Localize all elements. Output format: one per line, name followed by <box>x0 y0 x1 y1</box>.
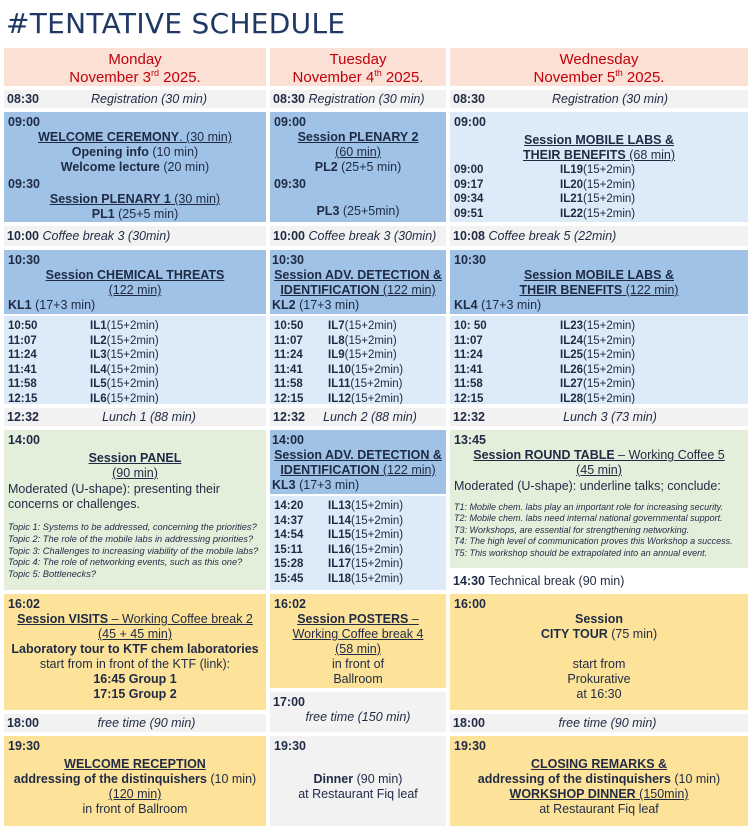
talk-row <box>274 572 442 587</box>
talk-code: IL21 <box>560 193 584 206</box>
talk-row <box>8 377 262 392</box>
talk-time: 15:45 <box>274 572 304 585</box>
talk-row <box>8 363 262 378</box>
talk-code: IL27 <box>560 378 584 391</box>
talk-row <box>454 363 744 378</box>
page-title: #TENTATIVE SCHEDULE <box>6 7 346 40</box>
talk-row <box>8 348 262 363</box>
talk-code: IL26 <box>560 363 584 376</box>
session-posters: 16:02 Session POSTERS – Working Coffee break 4 (58 min) in front of Ballroom <box>270 594 446 688</box>
topic-item: Topic 2: The role of the mobile labs in addressing priorities? <box>8 533 254 544</box>
talk-code: IL3 <box>90 349 107 362</box>
talk-duration: (15+2min) <box>106 334 159 347</box>
day-date: November 4th 2025. <box>292 68 424 86</box>
talk-time: 14:20 <box>274 500 304 512</box>
registration-monday: 08:30 Registration (30 min) <box>4 90 266 108</box>
conclusion-item: T2: Mobile chem. labs need internal national governmental support. <box>454 513 723 524</box>
lunch-monday: 12:32 Lunch 1 (88 min) <box>4 408 266 426</box>
talk-row <box>274 543 442 558</box>
closing-remarks: 19:30 CLOSING REMARKS & addressing of the distinquishers (10 min) WORKSHOP DINNER (150min) at Restaurant Fiq leaf <box>450 736 748 826</box>
talk-duration: (15+2min) <box>351 543 404 556</box>
talk-code: IL25 <box>560 349 584 362</box>
talk-code: IL11 <box>328 378 351 391</box>
session-panel: 14:00 Session PANEL (90 min) Moderated (U-shape): presenting their concerns or challenges. Topic 1: Systems to be addressed, concerning the priorities? Topic 2: The role of the mobile labs in addressing priorities? Topic 3: Challenges to increasing viability of the mobile labs? Topic 4: The role of networking events, such as this one? Topic 5: Bottlenecks? <box>4 430 266 590</box>
talk-duration: (15+2min) <box>351 529 404 542</box>
talk-time: 12:15 <box>274 392 304 404</box>
talk-duration: (15+2min) <box>351 500 404 512</box>
talk-row <box>274 377 442 392</box>
day-header-monday <box>4 48 266 86</box>
day-header-tuesday <box>270 48 446 86</box>
registration-wednesday: 08:30 Registration (30 min) <box>450 90 748 108</box>
talk-time: 11:24 <box>8 349 37 362</box>
coffee-break-tuesday: 10:00 Coffee break 3 (30min) <box>270 226 446 246</box>
talk-duration: (15+2min) <box>583 178 636 191</box>
talk-duration: (15+2min) <box>344 349 397 362</box>
talk-time: 09:17 <box>454 178 484 191</box>
topic-item: Topic 1: Systems to be addressed, concerning the priorities? <box>8 522 257 532</box>
talk-time: 09:51 <box>454 207 484 220</box>
day-name: Tuesday <box>329 51 387 68</box>
day-name: Wednesday <box>559 51 639 68</box>
topic-item: Topic 3: Challenges to increasing viability of the mobile labs? <box>8 545 259 556</box>
talk-duration: (15+2min) <box>106 349 159 362</box>
talk-list <box>274 319 442 404</box>
talk-code: IL15 <box>328 529 352 542</box>
day-name: Monday <box>108 51 162 68</box>
talks-monday <box>4 316 266 404</box>
talk-code: IL7 <box>328 320 345 332</box>
talk-code: IL24 <box>560 334 584 347</box>
coffee-break-wednesday: 10:08 Coffee break 5 (22min) <box>450 226 748 246</box>
talk-duration: (15+2min) <box>344 334 397 347</box>
talk-duration: (15+2min) <box>583 392 636 404</box>
session-mobile-labs-1: 09:00 Session MOBILE LABS & THEIR BENEFITS (68 min) 09:00 IL19 (15+2min) 09:17 IL20 (15+2min) 09:34 IL21 (15+2min) 09:51 IL22 (15+2min) <box>450 112 748 222</box>
session-round-table: 13:45 Session ROUND TABLE – Working Coffee 5 (45 min) Moderated (U-shape): underline talks; conclude: T1: Mobile chem. labs play an important role for increasing security. T2: Mobile chem. labs need internal national governmental support. T3: Workshops, are essential for strengthening networking. T4: The high level of communication proves this Workshop a success. T5: This workshop should be extrapolated into an annual event. <box>450 430 748 568</box>
talk-time: 11:07 <box>274 334 303 347</box>
day-header-wednesday <box>450 48 748 86</box>
talk-duration: (15+2min) <box>351 558 404 571</box>
talk-row <box>8 392 262 404</box>
talk-time: 15:11 <box>274 543 303 556</box>
talk-time: 11:58 <box>454 378 483 391</box>
talk-row <box>454 319 744 334</box>
session-visits: 16:02 Session VISITS – Working Coffee break 2 (45 + 45 min) Laboratory tour to KTF chem laboratories start from in front of the KTF (link): 16:45 Group 1 17:15 Group 2 <box>4 594 266 710</box>
talk-duration: (15+2min) <box>351 392 404 404</box>
lunch-wednesday: 12:32 Lunch 3 (73 min) <box>450 408 748 426</box>
talk-row <box>454 178 744 193</box>
talk-duration: (15+2min) <box>583 334 636 347</box>
talk-duration: (15+2min) <box>351 572 404 585</box>
talk-list <box>454 319 744 404</box>
talk-duration: (15+2min) <box>583 193 636 206</box>
talk-code: IL16 <box>328 543 352 556</box>
talk-time: 11:24 <box>274 349 303 362</box>
talk-row <box>454 192 744 207</box>
talk-row <box>274 363 442 378</box>
day-date: November 5th 2025. <box>533 68 665 86</box>
talk-code: IL19 <box>560 164 584 176</box>
talk-duration: (15+2min) <box>351 363 404 376</box>
registration-tuesday: 08:30 Registration (30 min) <box>270 90 446 108</box>
talk-duration: (15+2min) <box>351 514 404 527</box>
talk-time: 14:54 <box>274 529 304 542</box>
talk-row <box>454 163 744 178</box>
lunch-tuesday: 12:32 Lunch 2 (88 min) <box>270 408 446 426</box>
session-city-tour: 16:00 Session CITY TOUR (75 min) start from Prokurative at 16:30 <box>450 594 748 710</box>
talk-duration: (15+2min) <box>583 164 636 176</box>
talk-code: IL2 <box>90 334 107 347</box>
conclusion-list <box>454 502 744 559</box>
talk-time: 11:41 <box>274 363 303 376</box>
talk-duration: (15+2min) <box>583 363 636 376</box>
coffee-break-monday: 10:00 Coffee break 3 (30min) <box>4 226 266 246</box>
talk-list <box>8 319 262 404</box>
talk-code: IL10 <box>328 363 352 376</box>
conclusion-item: T1: Mobile chem. labs play an important role for increasing security. <box>454 502 723 512</box>
talk-code: IL13 <box>328 500 352 512</box>
talk-row <box>454 392 744 404</box>
talk-time: 12:15 <box>454 392 484 404</box>
talk-list <box>274 499 442 587</box>
talk-time: 11:07 <box>454 334 483 347</box>
session-adv-detection-1: 10:30 Session ADV. DETECTION & IDENTIFICATION (122 min) KL2 (17+3 min) <box>270 250 446 314</box>
free-time-wednesday: 18:00 free time (90 min) <box>450 714 748 732</box>
talk-row <box>454 207 744 222</box>
talk-row <box>454 334 744 349</box>
talk-code: IL20 <box>560 178 584 191</box>
talk-time: 11:07 <box>8 334 37 347</box>
talk-duration: (15+2min) <box>106 392 159 404</box>
talk-duration: (15+2min) <box>350 378 403 391</box>
talk-code: IL9 <box>328 349 345 362</box>
topic-item: Topic 4: The role of networking events, such as this one? <box>8 557 243 568</box>
talks-tuesday <box>270 316 446 404</box>
free-time-monday: 18:00 free time (90 min) <box>4 714 266 732</box>
talk-duration: (15+2min) <box>106 320 159 332</box>
talk-row <box>274 334 442 349</box>
talk-code: IL12 <box>328 392 352 404</box>
talk-time: 10:50 <box>274 320 304 332</box>
round-table-description: Moderated (U-shape): underline talks; conclude: <box>454 479 721 493</box>
talk-code: IL14 <box>328 514 352 527</box>
welcome-reception: 19:30 WELCOME RECEPTION addressing of the distinquishers (10 min) (120 min) in front of Ballroom <box>4 736 266 826</box>
session-mobile-labs-2: 10:30 Session MOBILE LABS & THEIR BENEFITS (122 min) KL4 (17+3 min) <box>450 250 748 314</box>
talk-duration: (15+2min) <box>583 378 636 391</box>
talk-duration: (15+2min) <box>583 320 636 332</box>
talk-duration: (15+2min) <box>583 349 636 362</box>
talk-code: IL18 <box>328 572 352 585</box>
technical-break: 14:30 Technical break (90 min) <box>450 572 748 590</box>
talk-time: 10: 50 <box>454 320 487 332</box>
talk-row <box>454 348 744 363</box>
topic-item: Topic 5: Bottlenecks? <box>8 569 97 580</box>
talk-code: IL28 <box>560 392 584 404</box>
talk-time: 14:37 <box>274 514 304 527</box>
talk-row <box>454 377 744 392</box>
talk-code: IL17 <box>328 558 352 571</box>
talk-time: 10:50 <box>8 320 38 332</box>
conclusion-item: T5: This workshop should be extrapolated into an annual event. <box>454 547 708 558</box>
talk-code: IL22 <box>560 207 584 220</box>
talk-time: 09:34 <box>454 193 484 206</box>
talk-duration: (15+2min) <box>583 207 636 220</box>
talk-code: IL8 <box>328 334 345 347</box>
talk-duration: (15+2min) <box>106 363 159 376</box>
talk-duration: (15+2min) <box>344 320 397 332</box>
talk-row <box>274 557 442 572</box>
talks-tuesday-afternoon <box>270 496 446 590</box>
conclusion-item: T4: The high level of communication proves this Workshop a success. <box>454 536 733 547</box>
talk-duration: (15+2min) <box>106 378 159 391</box>
session-chemical-threats: 10:30 Session CHEMICAL THREATS (122 min) KL1 (17+3 min) <box>4 250 266 314</box>
talk-time: 11:41 <box>454 363 483 376</box>
talk-time: 12:15 <box>8 392 38 404</box>
talk-list <box>454 163 744 221</box>
talk-row <box>274 528 442 543</box>
session-welcome-ceremony: 09:00 WELCOME CEREMONY. (30 min) Opening info (10 min) Welcome lecture (20 min) 09:30 Session PLENARY 1 (30 min) PL1 (25+5 min) <box>4 112 266 222</box>
day-date: November 3rd 2025. <box>69 68 201 86</box>
talk-code: IL6 <box>90 392 107 404</box>
talk-time: 11:41 <box>8 363 37 376</box>
session-plenary-2: 09:00 Session PLENARY 2 (60 min) PL2 (25+5 min) 09:30 PL3 (25+5min) <box>270 112 446 222</box>
talk-row <box>8 334 262 349</box>
talk-row <box>274 514 442 529</box>
talk-row <box>274 392 442 404</box>
talk-row <box>274 499 442 514</box>
talk-time: 11:58 <box>274 378 303 391</box>
session-adv-detection-2: 14:00 Session ADV. DETECTION & IDENTIFICATION (122 min) KL3 (17+3 min) <box>270 430 446 494</box>
talk-time: 15:28 <box>274 558 304 571</box>
talk-row <box>274 319 442 334</box>
talk-row <box>274 348 442 363</box>
conclusion-item: T3: Workshops, are essential for strengthening networking. <box>454 524 690 535</box>
talk-time: 11:58 <box>8 378 37 391</box>
talk-code: IL1 <box>90 320 107 332</box>
free-time-tuesday: 17:00 free time (150 min) <box>270 692 446 732</box>
dinner: 19:30 Dinner (90 min) at Restaurant Fiq leaf <box>270 736 446 826</box>
talk-code: IL5 <box>90 378 107 391</box>
panel-description: Moderated (U-shape): presenting their concerns or challenges. <box>8 482 220 511</box>
talk-row <box>8 319 262 334</box>
talk-time: 09:00 <box>454 164 484 176</box>
talk-code: IL23 <box>560 320 584 332</box>
talk-time: 11:24 <box>454 349 483 362</box>
topic-list <box>8 522 262 581</box>
talks-wednesday <box>450 316 748 404</box>
talk-code: IL4 <box>90 363 107 376</box>
